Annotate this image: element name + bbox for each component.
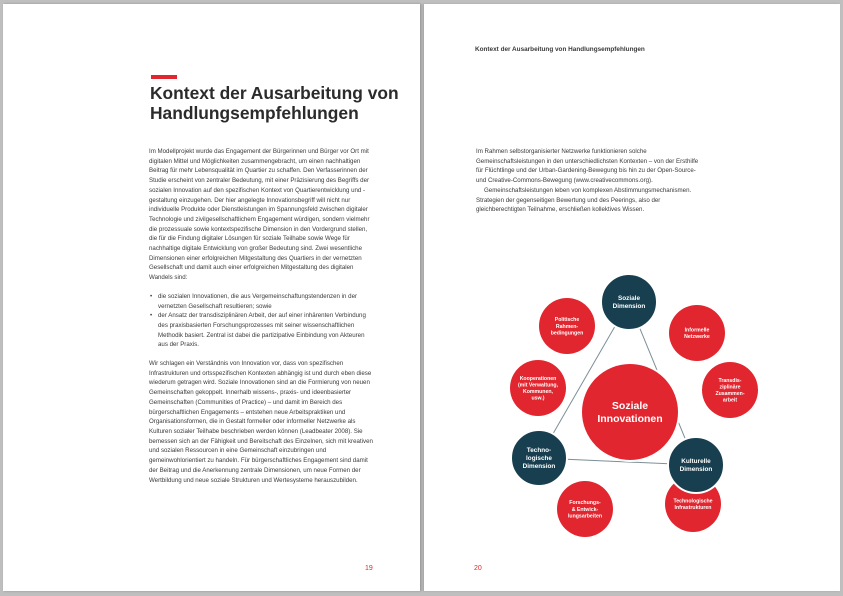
page-number-left: 19 — [365, 565, 373, 572]
center-node-label: Soziale Innovationen — [597, 400, 663, 426]
running-header: Kontext der Ausarbeitung von Handlungsempfehlungen — [475, 46, 645, 53]
left-body-text — [149, 147, 376, 494]
diagram-nodes — [510, 274, 758, 537]
factor-node-label: Kooperationen (mit Verwaltung, Kommunen, usw.) — [517, 375, 559, 402]
right-page — [424, 4, 840, 591]
page-title: Kontext der Ausarbeitung von Handlungsempfehlungen — [150, 83, 399, 123]
social-innovation-diagram — [424, 4, 840, 591]
coordination-paragraph: Gemeinschaftsleistungen leben von komplexen Abstimmungsmechanismen. Strategien der gegenseitigen Bewertung und des Peerings, also der gleichberechtigten Teilnahme, erschließen kollektives Wissen. — [476, 186, 692, 214]
title-accent-bar — [151, 75, 177, 79]
dimension-node-label: Soziale Dimension — [612, 295, 646, 311]
dimension-node-label: Kulturelle Dimension — [679, 458, 713, 474]
bullet-item: • die sozialen Innovationen, die aus Vergemeinschaftungstendenzen in der vernetzten Gesellschaft resultieren; sowie — [149, 292, 376, 311]
left-page — [3, 4, 420, 591]
dimension-bullet-list — [149, 292, 376, 350]
factor-node-label: Forschungs-& Entwick-lungsarbeiten — [567, 500, 603, 520]
page-number-right: 20 — [474, 565, 482, 572]
factor-node-label: Politische Rahmen-bedingungen — [550, 317, 584, 337]
network-paragraph: Im Rahmen selbstorganisierter Netzwerke funktionieren solche Gemeinschaftsleistungen in den unterschiedlichsten Kontexten – von der Ersthilfe für Flüchtlinge und der Urban-Gardening-Bewegung bis hin zu der Open-Source- und Creative-Commons-Bewegung (www.creativecommons.org). — [476, 148, 699, 185]
dimension-node-label: Techno-logische Dimension — [522, 447, 556, 471]
factor-node-label: Transdis-ziplinäre Zusammen-arbeit — [715, 377, 745, 404]
factor-node-label: Informelle Netzwerke — [684, 327, 710, 341]
bullet-item: • der Ansatz der transdisziplinären Arbeit, der auf einer inhärenten Verbindung des praxisbasierten Forschungsprozesses mit seiner wissenschaftlichen Methodik basiert. Zentral ist dabei die partizipative Einbindung von Akteuren aus der Praxis. — [149, 311, 376, 350]
intro-paragraph: Im Modellprojekt wurde das Engagement der Bürgerinnen und Bürger vor Ort mit digitalen Mittel und Möglichkeiten zusammengebracht, um einen nachhaltigen Beitrag für mehr Lebensqualität im Quartier zu schaffen. Den Verfasserinnen der Studie erscheint von zentraler Bedeutung, mit einer Präzisierung des Begriffs der sozialen Innovation auf den spezifischen Kontext von Quartierentwicklung und -gestaltung einzugehen. Der hier angelegte Innovationsbegriff will nicht nur individuelle Produkte oder Dienstleistungen im Spannungsfeld zwischen digitaler Technologie und zivilgesellschaftlichem Engagement würdigen, sondern vielmehr die prozessuale sowie kontextspezifische Dimension in den Vordergrund stellen, die für die Findung digitaler Lösungen für soziale Teilhabe sowie Wege für nachhaltige digitale Entwicklung von großer Bedeutung sind. Zwei wesentliche Dimensionen einer erfolgreichen Mitgestaltung des Quartiers in der vernetzten Gesellschaft und damit auch einer erfolgreichen Mitgestaltung des digitalen Wandels sind: — [149, 148, 370, 282]
factor-node-label: Technologische Infrastrukturen — [673, 498, 713, 512]
closing-paragraph: Wir schlagen ein Verständnis von Innovation vor, dass von spezifischen Infrastrukturen und ortsspezifischen Kontexten abhängig ist und durch eben diese wiederum getragen wird. Soziale Innovationen sind an die Formierung von neuen Gemeinschaften gekoppelt. Innerhalb wissens-, praxis- und ideenbasierter Gemeinschaften (Communities of Practice) – und damit im Bereich des bürgerschaftlichen Engagements – entstehen neue Arbeitspraktiken und Organisationsformen, die in Gestalt formeller oder informeller Netzwerke als Kulturen sozialer Teilhabe beschrieben werden können (Leadbeater 2008). Sie bemessen sich an der Fähigkeit und Bereitschaft des Einzelnen, sich mit kreativen und sozialen Ressourcen in eine Gemeinschaft einzubringen und gemeinwohlorientiert zu handeln. Für bürgerschaftliches Engagement sind damit der Beitrag und die Anerkennung zentrale Dimensionen, um neue Formen der Wertbildung und neue soziale Strukturen und Wertesysteme herauszubilden. — [149, 360, 373, 484]
